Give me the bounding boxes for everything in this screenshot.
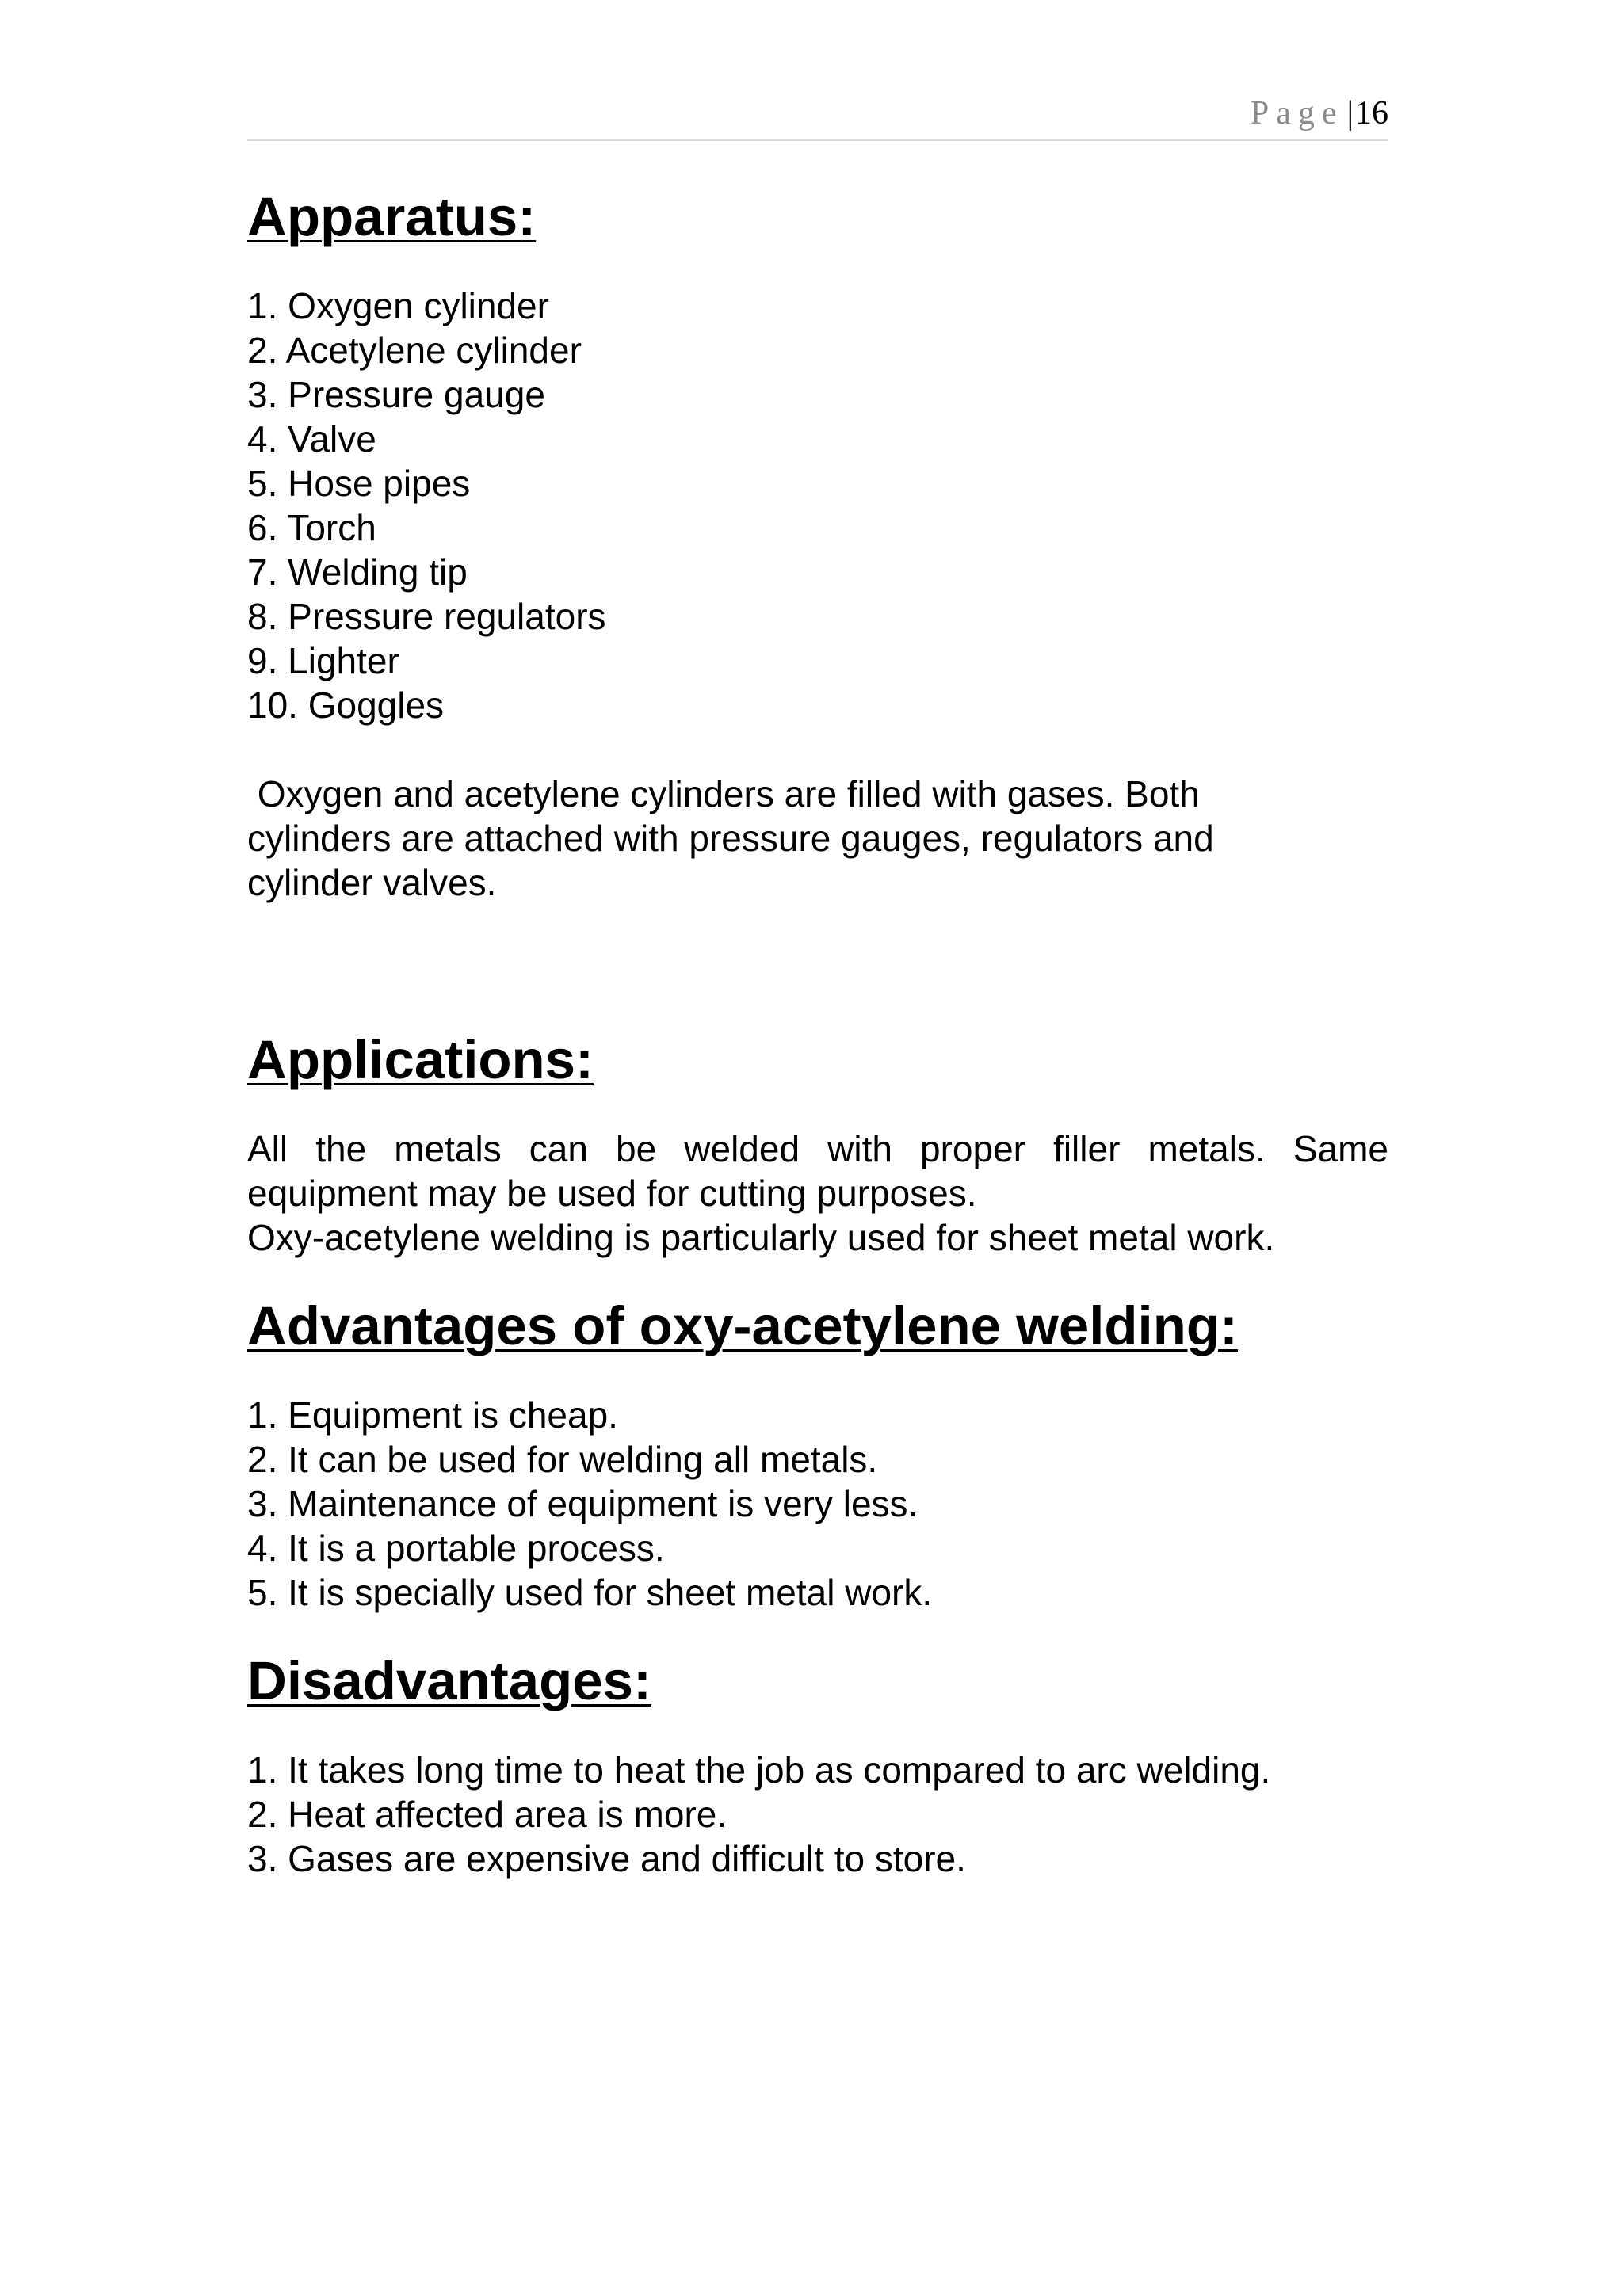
apparatus-item: 6. Torch [247, 507, 376, 548]
disadvantages-item: 2. Heat affected area is more. [247, 1794, 727, 1835]
page-word: Page [1250, 95, 1344, 132]
advantages-item: 3. Maintenance of equipment is very less. [247, 1483, 918, 1524]
apparatus-item: 7. Welding tip [247, 551, 468, 593]
apparatus-heading: Apparatus: [247, 186, 537, 247]
disadvantages-list [247, 1748, 1388, 1881]
applications-paragraph: All the metals can be welded with proper filler metals. Same equipment may be used for cutting purposes. [247, 1128, 1388, 1214]
apparatus-item: 2. Acetylene cylinder [247, 330, 582, 371]
page-number-label [1251, 97, 1388, 130]
applications-paragraph: Oxy-acetylene welding is particularly used for sheet metal work. [247, 1217, 1275, 1258]
document-body [247, 186, 1388, 1881]
apparatus-item: 4. Valve [247, 418, 376, 460]
advantages-item: 5. It is specially used for sheet metal work. [247, 1572, 933, 1613]
advantages-list [247, 1393, 1388, 1615]
page-separator: | [1346, 95, 1354, 132]
apparatus-item: 5. Hose pipes [247, 463, 471, 504]
advantages-heading: Advantages of oxy-acetylene welding: [247, 1295, 1238, 1356]
apparatus-item: 1. Oxygen cylinder [247, 285, 549, 326]
page-number: 16 [1355, 95, 1388, 132]
disadvantages-heading: Disadvantages: [247, 1650, 652, 1711]
disadvantages-item: 1. It takes long time to heat the job as compared to arc welding. [247, 1749, 1271, 1791]
advantages-item: 1. Equipment is cheap. [247, 1394, 618, 1436]
apparatus-paragraph: Oxygen and acetylene cylinders are filled with gases. Both cylinders are attached with pressure gauges, regulators and cylinder valves. [247, 773, 1224, 903]
advantages-item: 4. It is a portable process. [247, 1527, 665, 1569]
apparatus-item: 8. Pressure regulators [247, 596, 606, 637]
apparatus-item: 10. Goggles [247, 685, 445, 726]
advantages-item: 2. It can be used for welding all metals. [247, 1439, 878, 1480]
spacer [247, 727, 1388, 772]
apparatus-item: 3. Pressure gauge [247, 374, 545, 415]
apparatus-item: 9. Lighter [247, 640, 399, 681]
page-header [247, 93, 1388, 141]
apparatus-list [247, 284, 1388, 727]
spacer [247, 905, 1388, 1038]
disadvantages-item: 3. Gases are expensive and difficult to store. [247, 1838, 966, 1879]
applications-heading: Applications: [247, 1029, 594, 1090]
